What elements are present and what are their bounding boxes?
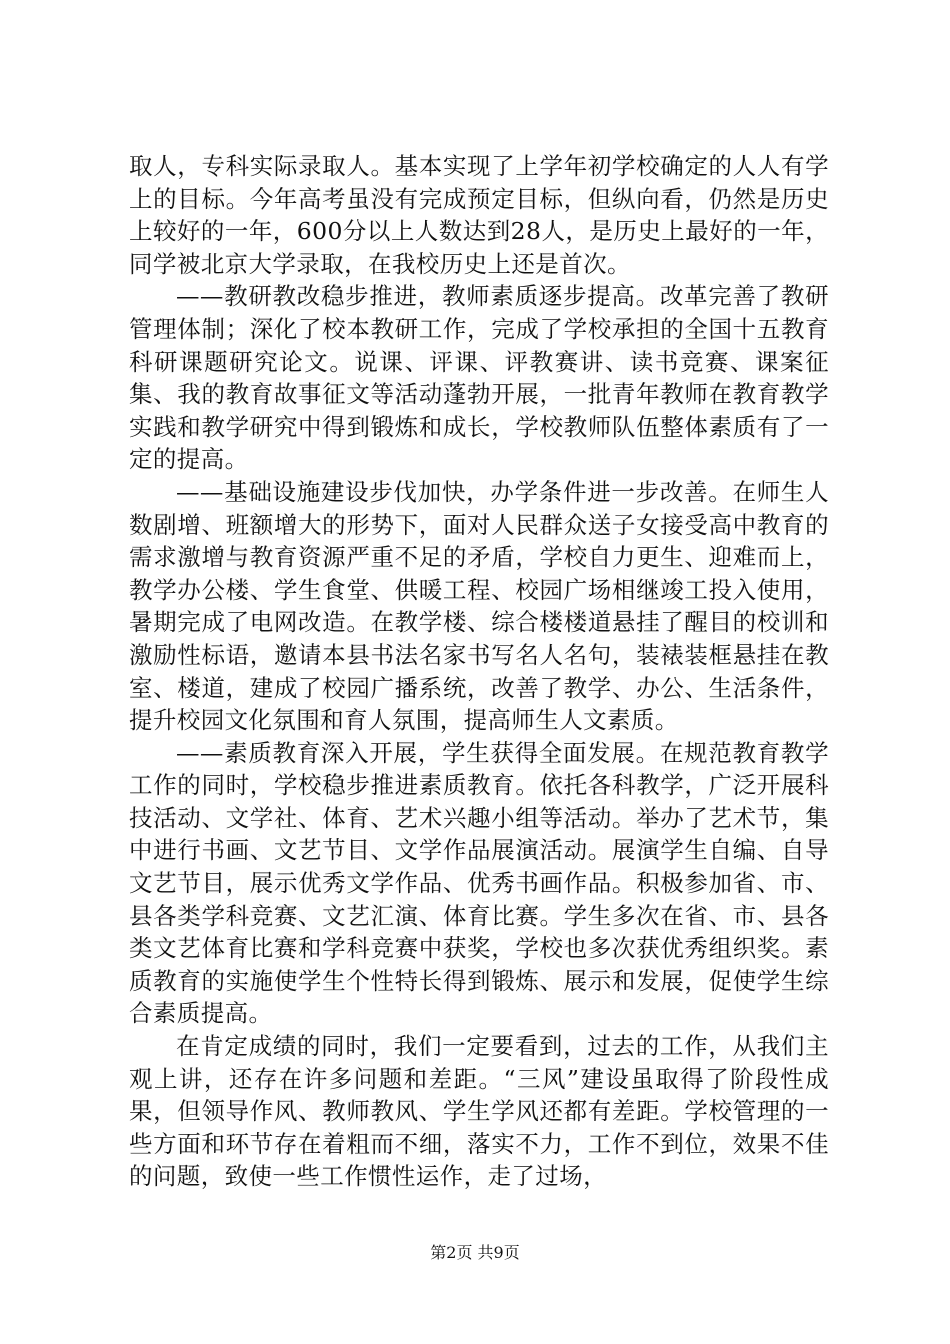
- paragraph-2: ——教研教改稳步推进，教师素质逐步提高。改革完善了教研管理体制；深化了校本教研工作，完成了学校承担的全国十五教育科研课题研究论文。说课、评课、评教赛讲、读书竞赛、课案征集、我的教育故事征文等活动蓬勃开展，一批青年教师在教育教学实践和教学研究中得到锻炼和成长，学校教师队伍整体素质有了一定的提高。: [129, 282, 829, 474]
- paragraph-4: ——素质教育深入开展，学生获得全面发展。在规范教育教学工作的同时，学校稳步推进素质教育。依托各科教学，广泛开展科技活动、文学社、体育、艺术兴趣小组等活动。举办了艺术节，集中进行书画、文艺节目、文学作品展演活动。展演学生自编、自导文艺节目，展示优秀文学作品、优秀书画作品。积极参加省、市、县各类学科竞赛、文艺汇演、体育比赛。学生多次在省、市、县各类文艺体育比赛和学科竞赛中获奖，学校也多次获优秀组织奖。素质教育的实施使学生个性特长得到锻炼、展示和发展，促使学生综合素质提高。: [129, 738, 829, 1028]
- document-body: [129, 150, 829, 1193]
- paragraph-5: 在肯定成绩的同时，我们一定要看到，过去的工作，从我们主观上讲，还存在许多问题和差距。“三风”建设虽取得了阶段性成果，但领导作风、教师教风、学生学风还都有差距。学校管理的一些方面和环节存在着粗而不细，落实不力，工作不到位，效果不佳的问题，致使一些工作惯性运作，走了过场，: [129, 1032, 829, 1191]
- paragraph-1: 取人，专科实际录取人。基本实现了上学年初学校确定的人人有学上的目标。今年高考虽没有完成预定目标，但纵向看，仍然是历史上较好的一年，600分以上人数达到28人，是历史上最好的一年，同学被北京大学录取，在我校历史上还是首次。: [129, 152, 829, 278]
- paragraph-3: ——基础设施建设步伐加快，办学条件进一步改善。在师生人数剧增、班额增大的形势下，面对人民群众送子女接受高中教育的需求激增与教育资源严重不足的矛盾，学校自力更生、迎难而上，教学办公楼、学生食堂、供暖工程、校园广场相继竣工投入使用，暑期完成了电网改造。在教学楼、综合楼楼道悬挂了醒目的校训和激励性标语，邀请本县书法名家书写名人名句，装裱装框悬挂在教室、楼道，建成了校园广播系统，改善了教学、办公、生活条件，提升校园文化氛围和育人氛围，提高师生人文素质。: [129, 477, 829, 735]
- page-number-footer: 第2页 共9页: [430, 1243, 520, 1262]
